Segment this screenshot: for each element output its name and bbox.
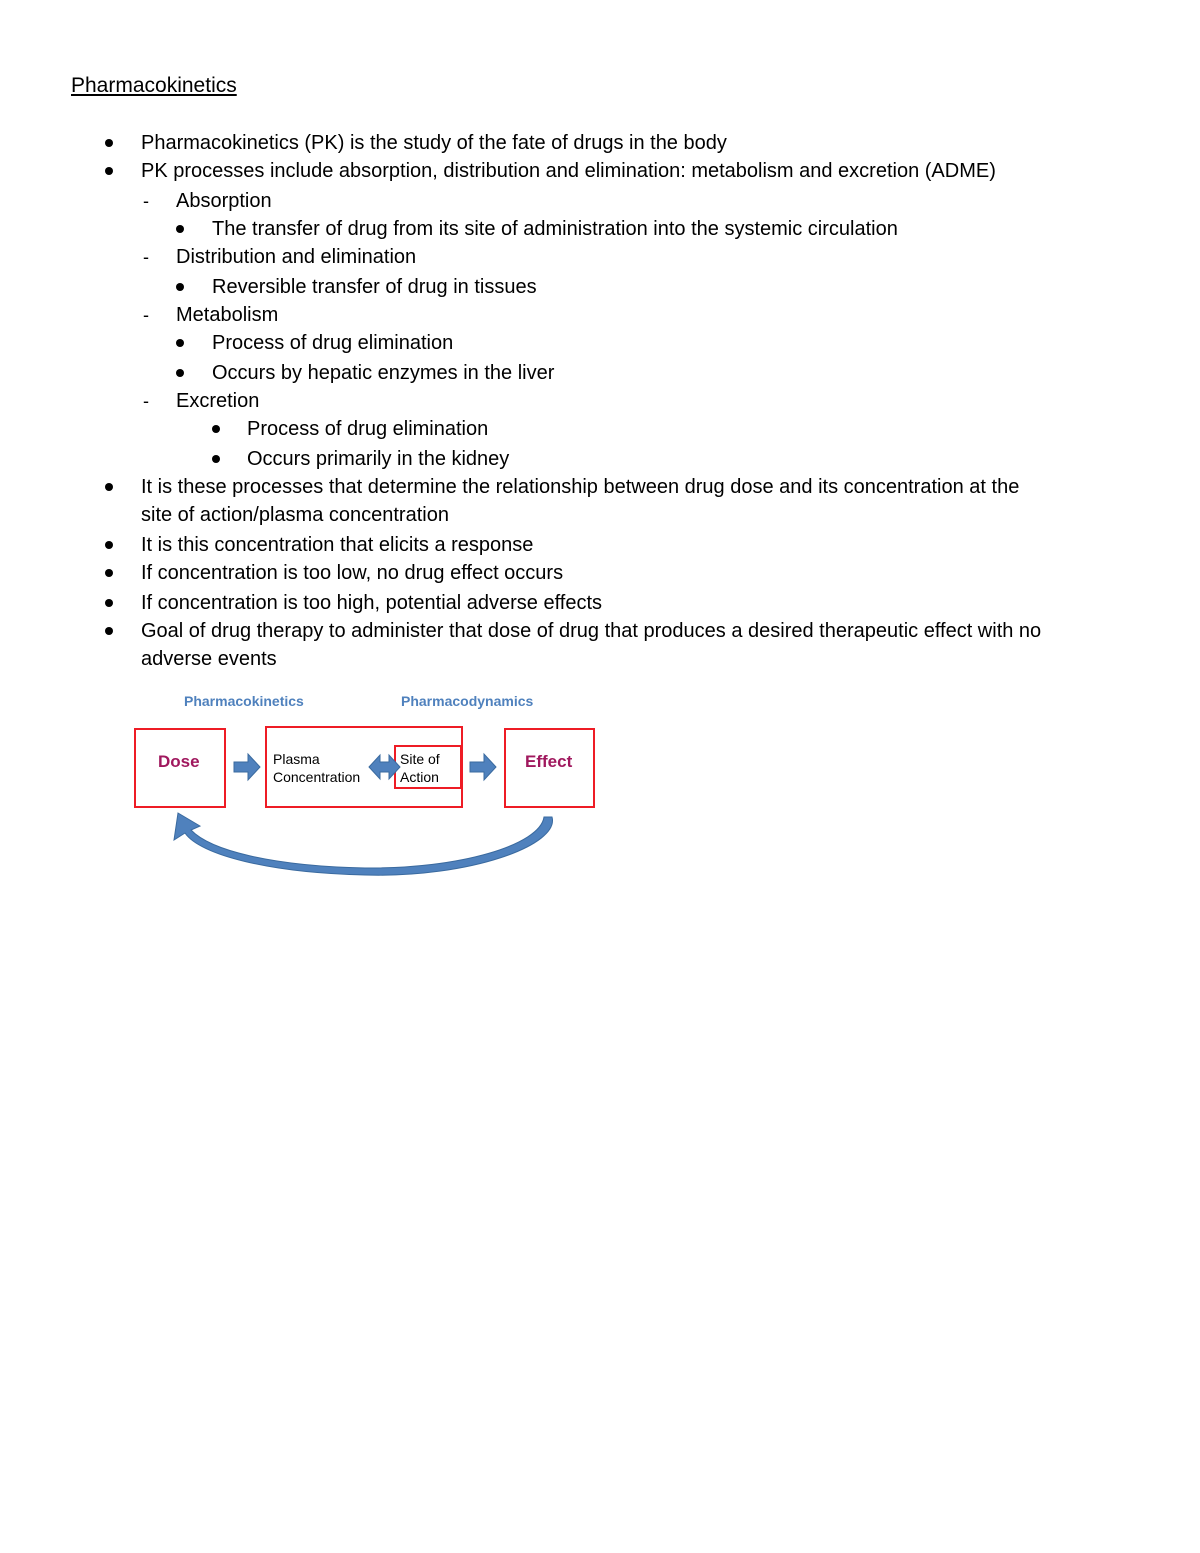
dash-marker: - bbox=[143, 305, 149, 325]
bullet-item: It is this concentration that elicits a response bbox=[141, 534, 534, 556]
subitem-detail: Process of drug elimination bbox=[212, 332, 454, 354]
bullet-item: If concentration is too high, potential adverse effects bbox=[141, 592, 603, 614]
subitem-detail: Process of drug elimination bbox=[247, 418, 489, 440]
diagram-arrows bbox=[0, 0, 700, 900]
right-arrow-icon bbox=[234, 754, 260, 780]
bullet-item-continued: site of action/plasma concentration bbox=[141, 504, 449, 526]
bullet-item-continued: adverse events bbox=[141, 648, 277, 670]
dose-label: Dose bbox=[158, 752, 200, 771]
plasma-label-2: Concentration bbox=[273, 769, 361, 785]
site-label-1: Site of bbox=[400, 751, 440, 767]
subitem-detail: Occurs primarily in the kidney bbox=[247, 448, 510, 470]
subitem-detail: Reversible transfer of drug in tissues bbox=[212, 276, 537, 298]
dash-marker: - bbox=[143, 247, 149, 267]
site-label-2: Action bbox=[400, 769, 439, 785]
dash-marker: - bbox=[143, 191, 149, 211]
bullet-item: PK processes include absorption, distribution and elimination: metabolism and excretion (ADME) bbox=[141, 160, 996, 182]
double-arrow-icon bbox=[369, 755, 400, 779]
page-title: Pharmacokinetics bbox=[71, 74, 237, 97]
bullet-item: It is these processes that determine the relationship between drug dose and its concentration at the bbox=[141, 476, 1020, 498]
subitem-detail: The transfer of drug from its site of administration into the systemic circulation bbox=[212, 218, 898, 240]
effect-label: Effect bbox=[525, 752, 573, 771]
subitem-distribution: Distribution and elimination bbox=[176, 246, 417, 268]
curved-arrow-icon bbox=[174, 813, 552, 875]
bullet-item: If concentration is too low, no drug effect occurs bbox=[141, 562, 564, 584]
bullet-item: Pharmacokinetics (PK) is the study of the fate of drugs in the body bbox=[141, 132, 727, 154]
subitem-detail: Occurs by hepatic enzymes in the liver bbox=[212, 362, 555, 384]
subitem-excretion: Excretion bbox=[176, 390, 260, 412]
pharmacodynamics-header: Pharmacodynamics bbox=[401, 693, 534, 709]
right-arrow-icon bbox=[470, 754, 496, 780]
plasma-label-1: Plasma bbox=[273, 751, 320, 767]
dash-marker: - bbox=[143, 391, 149, 411]
bullet-item: Goal of drug therapy to administer that dose of drug that produces a desired therapeutic effect with no bbox=[141, 620, 1042, 642]
pharmacokinetics-header: Pharmacokinetics bbox=[184, 693, 304, 709]
subitem-metabolism: Metabolism bbox=[176, 304, 279, 326]
subitem-absorption: Absorption bbox=[176, 190, 272, 212]
